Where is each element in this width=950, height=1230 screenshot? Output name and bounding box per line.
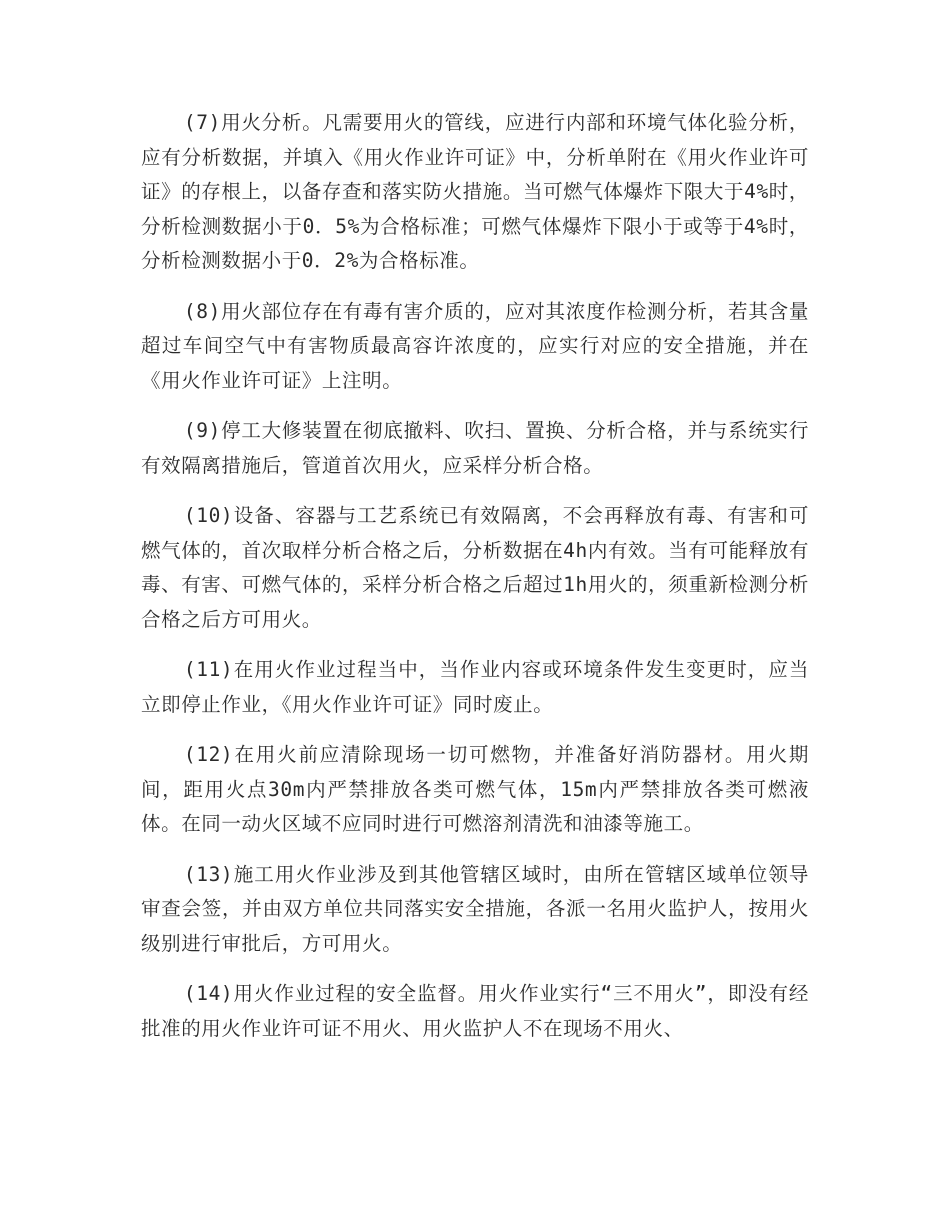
- paragraph-8: (8)用火部位存在有毒有害介质的，应对其浓度作检测分析，若其含量超过车间空气中有害物质最高容许浓度的，应实行对应的安全措施，并在《用火作业许可证》上注明。: [141, 299, 809, 392]
- paragraph-12: (12)在用火前应清除现场一切可燃物，并准备好消防器材。用火期间，距用火点30m内严禁排放各类可燃气体，15m内严禁排放各类可燃液体。在同一动火区域不应同时进行可燃溶剂清洗和油漆等施工。: [141, 743, 809, 835]
- paragraph-11: (11)在用火作业过程当中，当作业内容或环境条件发生变更时，应当立即停止作业，《用火作业许可证》同时废止。: [141, 658, 809, 716]
- paragraph-13: (13)施工用火作业涉及到其他管辖区域时，由所在管辖区域单位领导审查会签，并由双方单位共同落实安全措施，各派一名用火监护人，按用火级别进行审批后，方可用火。: [141, 862, 809, 955]
- paragraph-9: (9)停工大修装置在彻底撤料、吹扫、置换、分析合格，并与系统实行有效隔离措施后，管道首次用火，应采样分析合格。: [141, 419, 809, 477]
- paragraph-7: (7)用火分析。凡需要用火的管线，应进行内部和环境气体化验分析，应有分析数据，并填入《用火作业许可证》中，分析单附在《用火作业许可证》的存根上，以备存查和落实防火措施。当可燃气体爆炸下限大于4%时，分析检测数据小于0．5%为合格标准；可燃气体爆炸下限小于或等于4%时，分析检测数据小于0．2%为合格标准。: [141, 111, 809, 272]
- paragraph-14: (14)用火作业过程的安全监督。用火作业实行“三不用火”，即没有经批准的用火作业许可证不用火、用火监护人不在现场不用火、: [141, 982, 809, 1040]
- document-body: [141, 106, 809, 1046]
- paragraph-10: (10)设备、容器与工艺系统已有效隔离，不会再释放有毒、有害和可燃气体的，首次取样分析合格之后，分析数据在4h内有效。当有可能释放有毒、有害、可燃气体的，采样分析合格之后超过1h用火的，须重新检测分析合格之后方可用火。: [141, 504, 809, 631]
